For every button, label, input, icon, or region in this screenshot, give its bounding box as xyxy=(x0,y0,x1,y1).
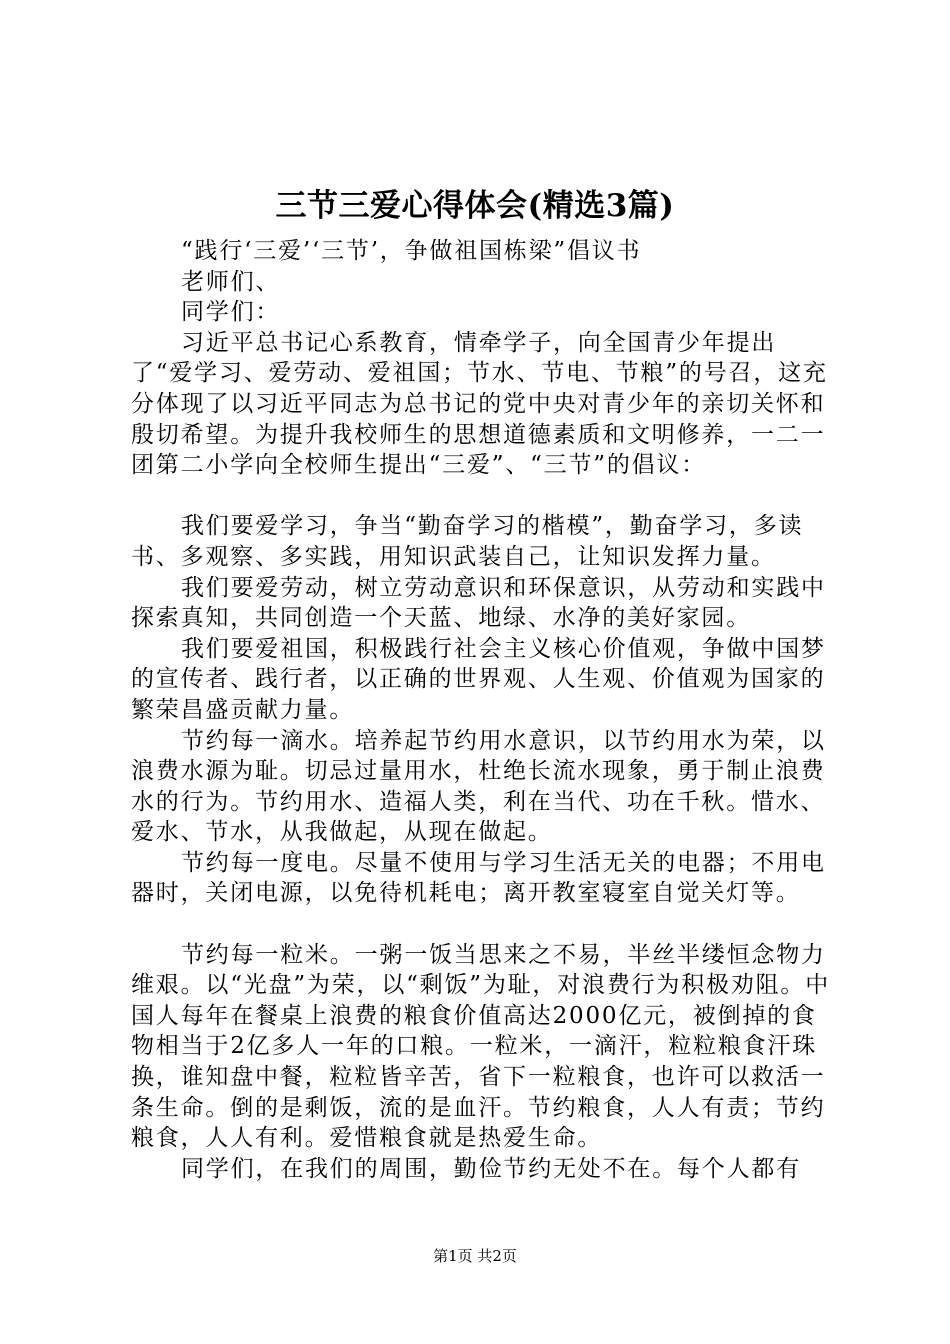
page-footer: 第1页 共2页 xyxy=(433,1247,517,1265)
paragraph-spacer xyxy=(131,909,831,940)
paragraph-intro: 习近平总书记心系教育，情牵学子，向全国青少年提出了“爱学习、爱劳动、爱祖国；节水、节电、节粮”的号召，这充分体现了以习近平同志为总书记的党中央对青少年的亲切关怀和殷切希望。为提升我校师生的思想道德素质和文明修养，一二一团第二小学向全校师生提出“三爱”、“三节”的倡议： xyxy=(131,329,828,479)
document-title: 三节三爱心得体会(精选3篇) xyxy=(275,188,675,224)
paragraph-save-electricity: 节约每一度电。尽量不使用与学习生活无关的电器；不用电器时，关闭电源，以免待机耗电；离开教室寝室自觉关灯等。 xyxy=(131,849,826,907)
proposal-heading: “践行‘三爱’‘三节’，争做祖国栋梁”倡议书 xyxy=(181,238,642,264)
paragraph-love-country: 我们要爱祖国，积极践行社会主义核心价值观，争做中国梦的宣传者、践行者，以正确的世界观、人生观、价值观为国家的繁荣昌盛贡献力量。 xyxy=(131,635,826,723)
paragraph-closing: 同学们，在我们的周围，勤俭节约无处不在。每个人都有 xyxy=(181,1155,801,1182)
paragraph-save-water: 节约每一滴水。培养起节约用水意识，以节约用水为荣，以浪费水源为耻。切忌过量用水，杜绝长流水现象，勇于制止浪费水的行为。节约用水、造福人类，利在当代、功在千秋。惜水、爱水、节水，从我做起，从现在做起。 xyxy=(131,727,826,846)
salutation-students: 同学们： xyxy=(181,299,281,326)
paragraph-save-food: 节约每一粒米。一粥一饭当思来之不易，半丝半缕恒念物力维艰。以“光盘”为荣，以“剩饭”为耻，对浪费行为积极劝阻。中国人每年在餐桌上浪费的粮食价值高达2000亿元，被倒掉的食物相当于2亿多人一年的口粮。一粒米，一滴汗，粒粒粮食汗珠换，谁知盘中餐，粒粒皆辛苦，省下一粒粮食，也许可以救活一条生命。倒的是剩饭，流的是血汗。节约粮食，人人有责；节约粮食，人人有利。爱惜粮食就是热爱生命。 xyxy=(131,941,831,1152)
paragraph-love-labor: 我们要爱劳动，树立劳动意识和环保意识，从劳动和实践中探索真知，共同创造一个天蓝、地绿、水净的美好家园。 xyxy=(131,574,826,632)
paragraph-spacer xyxy=(131,481,831,512)
salutation-teachers: 老师们、 xyxy=(181,268,281,295)
paragraph-love-study: 我们要爱学习，争当“勤奋学习的楷模”，勤奋学习，多读书、多观察、多实践，用知识武装自己，让知识发挥力量。 xyxy=(131,513,804,570)
document-body xyxy=(131,236,831,1184)
